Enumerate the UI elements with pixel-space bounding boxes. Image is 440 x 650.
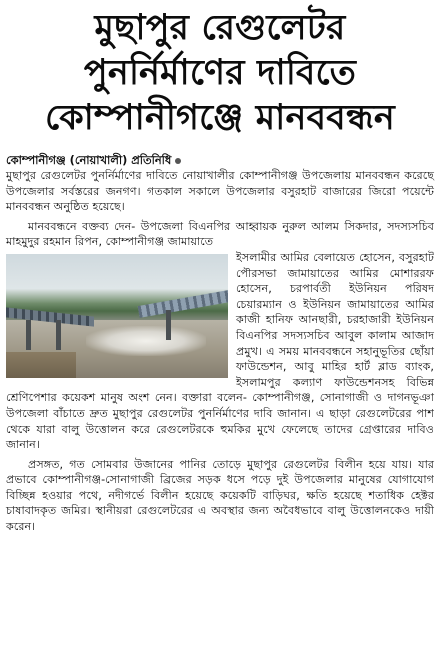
paragraph-1: মুছাপুর রেগুলেটর পুনর্নির্মাণের দাবিতে নোয়াখালীর কোম্পানীগঞ্জ উপজেলায় মানববন্ধন করেছে উপজেলার সর্বস্তরের জনগণ। গতকাল সকালে উপজেলার বসুরহাট বাজারের জিরো পয়েন্টে মানববন্ধন অনুষ্ঠিত হয়েছে। xyxy=(6,169,434,214)
headline xyxy=(6,4,434,141)
dateline-text: কোম্পানীগঞ্জ (নোয়াখালী) প্রতিনিধি xyxy=(6,153,172,167)
paragraph-2-intro: মানববন্ধনে বক্তব্য দেন- উপজেলা বিএনপির আহ্বায়ক নুরুল আলম সিকদার, সদস্যসচিব মাহমুদুর রহমান রিপন, কোম্পানীগঞ্জ জামায়াতে xyxy=(6,219,434,249)
photo-pillar xyxy=(166,310,171,340)
bullet-icon xyxy=(175,158,181,164)
photo-foam xyxy=(86,326,206,356)
paragraph-2-body: ইসলামীর আমির বেলায়েত হোসেন, বসুরহাট পৌরসভা জামায়াতের আমির মোশাররফ হোসেন, চরপার্বতী ইউনিয়ন পরিষদ চেয়ারম্যান ও ইউনিয়ন জামায়াতের আমির কাজী হানিফ আনছারী, চরহাজারী ইউনিয়ন বিএনপির সদস্যসচিব আবুল কালাম আজাদ প্রমুখ। এ সময় মানববন্ধনে সহানুভূতির ছোঁয়া ফাউন্ডেশন, আবু মাহির হার্ট ব্লাড ব্যাংক, ইসলামপুর কল্যাণ ফাউন্ডেশনসহ বিভিন্ন শ্রেণিপেশার কয়েকশ মানুষ অংশ নেন। বক্তারা বলেন- কোম্পানীগঞ্জ, সোনাগাজী ও দাগনভূঞা উপজেলা বাঁচাতে দ্রুত মুছাপুর রেগুলেটর পুনর্নির্মাণের দাবি জানান। এ ছাড়া রেগুলেটরের পাশ থেকে যারা বালু উত্তোলন করে রেগুলেটরকে হুমকির মুখে ফেলেছে তাদের গ্রেপ্তারের দাবিও জানান। xyxy=(6,250,434,452)
photo-pillar xyxy=(26,320,31,350)
article-photo-broken-regulator xyxy=(6,254,228,378)
headline-line-1: মুছাপুর রেগুলেটর xyxy=(94,8,346,48)
headline-line-3: কোম্পানীগঞ্জে মানববন্ধন xyxy=(45,98,395,138)
photo-bridge-right xyxy=(138,290,228,318)
headline-line-2: পুনর্নির্মাণের দাবিতে xyxy=(83,53,357,93)
dateline xyxy=(6,153,434,168)
photo-river-bank xyxy=(6,352,76,378)
photo-pillar xyxy=(56,320,61,350)
paragraph-3: প্রসঙ্গত, গত সোমবার উজানের পানির তোড়ে মুছাপুর রেগুলেটর বিলীন হয়ে যায়। যার প্রভাবে কোম্পানীগঞ্জ-সোনাগাজী ব্রিজের সড়ক ধসে পড়ে দুই উপজেলার মানুষের যোগাযোগ বিচ্ছিন্ন হওয়ার পথে, নদীগর্ভে বিলীন হয়েছে কয়েকটি বাড়িঘর, ক্ষতি হয়েছে শতাধিক হেক্টর চাষাবাদকৃত জমির। স্থানীয়রা রেগুলেটরের এ অবস্থার জন্য অবৈধভাবে বালু উত্তোলনকেও দায়ী করেন। xyxy=(6,457,434,534)
